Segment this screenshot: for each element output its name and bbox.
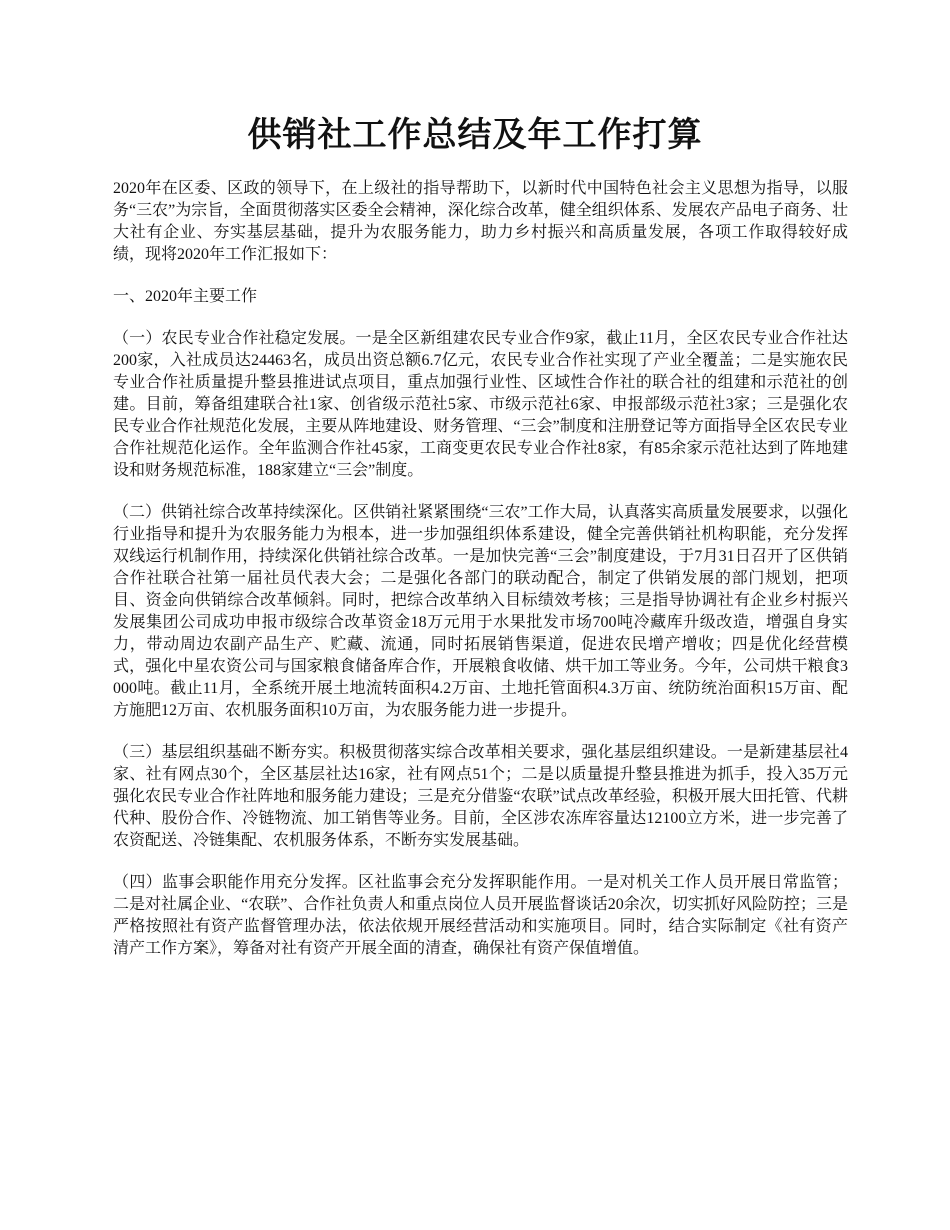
document-body — [113, 178, 848, 980]
paragraph-cooperatives: （一）农民专业合作社稳定发展。一是全区新组建农民专业合作9家，截止11月，全区农民专业合作社达200家，入社成员达24463名，成员出资总额6.7亿元，农民专业合作社实现了产业全覆盖；二是实施农民专业合作社质量提升整县推进试点项目，重点加强行业性、区域性合作社的联合社的组建和示范社的创建。目前，筹备组建联合社1家、创省级示范社5家、市级示范社6家、申报部级示范社3家；三是强化农民专业合作社规范化发展，主要从阵地建设、财务管理、“三会”制度和注册登记等方面指导全区农民专业合作社规范化运作。全年监测合作社45家，工商变更农民专业合作社8家，有85余家示范社达到了阵地建设和财务规范标准，188家建立“三会”制度。 — [113, 330, 848, 479]
document-title: 供销社工作总结及年工作打算 — [247, 117, 703, 154]
section-heading: 一、2020年主要工作 — [113, 288, 258, 305]
paragraph-supervision: （四）监事会职能作用充分发挥。区社监事会充分发挥职能作用。一是对机关工作人员开展日常监管；二是对社属企业、“农联”、合作社负责人和重点岗位人员开展监督谈话20余次，切实抓好风险防控；三是严格按照社有资产监督管理办法，依法依规开展经营活动和实施项目。同时，结合实际制定《社有资产清产工作方案》，筹备对社有资产开展全面的清查，确保社有资产保值增值。 — [113, 874, 848, 957]
intro-paragraph: 2020年在区委、区政的领导下，在上级社的指导帮助下，以新时代中国特色社会主义思想为指导，以服务“三农”为宗旨，全面贯彻落实区委全会精神，深化综合改革，健全组织体系、发展农产品电子商务、壮大社有企业、夯实基层基础，提升为农服务能力，助力乡村振兴和高质量发展，各项工作取得较好成绩，现将2020年工作汇报如下： — [113, 180, 848, 263]
paragraph-reform: （二）供销社综合改革持续深化。区供销社紧紧围绕“三农”工作大局，认真落实高质量发展要求，以强化行业指导和提升为农服务能力为根本，进一步加强组织体系建设，健全完善供销社机构职能，充分发挥双线运行机制作用，持续深化供销社综合改革。一是加快完善“三会”制度建设，于7月31日召开了区供销合作社联合社第一届社员代表大会；二是强化各部门的联动配合，制定了供销发展的部门规划，把项目、资金向供销综合改革倾斜。同时，把综合改革纳入目标绩效考核；三是指导协调社有企业乡村振兴发展集团公司成功申报市级综合改革资金18万元用于水果批发市场700吨冷藏库升级改造，增强自身实力，带动周边农副产品生产、贮藏、流通，同时拓展销售渠道，促进农民增产增收；四是优化经营模式，强化中星农资公司与国家粮食储备库合作，开展粮食收储、烘干加工等业务。今年，公司烘干粮食3000吨。截止11月，全系统开展土地流转面积4.2万亩、土地托管面积4.3万亩、统防统治面积15万亩、配方施肥12万亩、农机服务面积10万亩，为农服务能力进一步提升。 — [113, 504, 848, 719]
paragraph-grassroots: （三）基层组织基础不断夯实。积极贯彻落实综合改革相关要求，强化基层组织建设。一是新建基层社4家、社有网点30个，全区基层社达16家，社有网点51个；二是以质量提升整县推进为抓手，投入35万元强化农民专业合作社阵地和服务能力建设；三是充分借鉴“农联”试点改革经验，积极开展大田托管、代耕代种、股份合作、冷链物流、加工销售等业务。目前，全区涉农冻库容量达12100立方米，进一步完善了农资配送、冷链集配、农机服务体系，不断夯实发展基础。 — [113, 744, 848, 849]
